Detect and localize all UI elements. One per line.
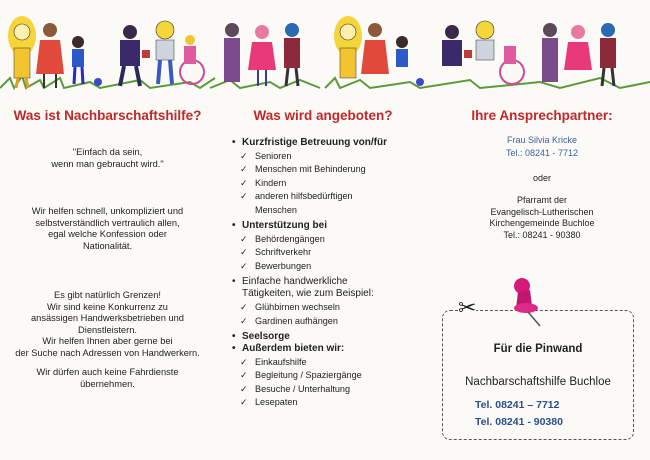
bullet-icon: • [232,137,236,148]
quote-line: "Einfach da sein, [72,147,143,157]
list-item-text: Begleitung / Spaziergänge [255,370,362,381]
column-nachbarschaftshilfe [0,108,215,390]
section-seelsorge [232,331,428,343]
list-item [240,356,428,369]
pinwand-cutout [442,310,634,440]
list-item-text: Behördengängen [255,234,325,245]
column-angebote [218,108,428,413]
list-unterstuetzung [240,233,428,273]
section-title: Einfache handwerkliche [242,276,348,288]
check-icon: ✓ [240,151,248,161]
section-unterstuetzung [232,220,428,232]
heading-ansprechpartner: Ihre Ansprechpartner: [471,108,613,123]
banner-illustration [0,8,650,94]
list-item [240,315,428,328]
contact-pfarramt [442,195,642,241]
list-item-text: Einkaufshilfe [255,357,307,368]
pushpin-icon [510,276,544,328]
list-item [240,150,428,163]
bullet-icon: • [232,343,236,355]
list-item-text: Menschen [255,204,297,215]
list-item-text: Menschen mit Behinderung [255,164,366,175]
contact-kricke [442,134,642,159]
pinwand-tel-2: Tel. 08241 - 90380 [475,416,563,428]
list-item-text: Bewerbungen [255,260,312,271]
heading-was-ist: Was ist Nachbarschaftshilfe? [13,108,202,123]
quote-line: wenn man gebraucht wird." [51,158,164,169]
list-item [240,383,428,396]
paragraph-no-rides [0,367,215,390]
section-ausserdem [232,343,428,355]
list-item [240,233,428,246]
check-icon: ✓ [240,234,248,245]
section-handwerk [232,276,428,288]
list-item [240,163,428,176]
check-icon: ✓ [240,302,248,313]
list-item-text: anderen hilfsbedürftigen [255,191,353,202]
check-icon: ✓ [240,315,248,326]
section-betreuung [232,137,428,149]
figure-group-middle [210,23,320,88]
figure-group-left [0,16,215,88]
list-item-text: Gardinen aufhängen [255,315,338,326]
list-handwerk [240,301,428,328]
text-line: der Suche nach Adressen von Handwerkern. [15,347,200,358]
text-line: selbstverständlich vertraulich allen, [35,217,180,228]
check-icon: ✓ [240,370,248,381]
list-item [240,301,428,314]
bullet-icon: • [232,276,236,288]
oder-text: oder [532,173,551,183]
paragraph-help [0,206,215,252]
section-title: Seelsorge [242,331,290,343]
list-item [240,204,428,217]
list-item [240,246,428,259]
text-line: egal welche Konfession oder [48,229,167,239]
contact-tel: Tel.: 08241 - 90380 [503,229,581,240]
bullet-icon: • [232,331,236,343]
list-item-text: Schriftverkehr [255,247,312,258]
list-item [240,260,428,273]
check-icon: ✓ [240,260,248,271]
section-title: Außerdem bieten wir: [242,343,345,355]
list-item [240,396,428,409]
text-line: übernehmen. [80,378,135,389]
pinwand-tel-1: Tel. 08241 – 7712 [475,399,560,411]
list-item [240,190,428,203]
check-icon: ✓ [240,247,248,258]
heading-angebote: Was wird angeboten? [253,108,393,123]
figure-group-right [325,16,650,88]
pinwand-name: Nachbarschaftshilfe Buchloe [465,376,611,388]
list-ausserdem [240,356,428,410]
text-line: Evangelisch-Lutherischen [490,206,594,217]
text-line: Kirchengemeinde Buchloe [489,218,595,228]
check-icon: ✓ [240,191,248,202]
list-item-text: Besuche / Unterhaltung [255,383,351,394]
quote [0,147,215,170]
check-icon: ✓ [240,357,248,368]
text-line: Wir helfen Ihnen aber gerne bei [42,336,173,346]
column-ansprechpartner [442,108,642,241]
bullet-icon: • [232,220,236,232]
paragraph-limits [0,290,215,359]
list-item-text: Lesepaten [255,397,298,408]
text-line: ansässigen Handwerksbetrieben und [31,313,184,323]
pinwand-title: Für die Pinwand [493,343,583,355]
text-line: Wir dürfen auch keine Fahrdienste [36,367,179,377]
list-item-text: Glühbirnen wechseln [255,302,340,313]
contact-name: Frau Silvia Kricke [506,135,578,145]
text-line: Dienstleistern. [78,324,137,335]
list-item [240,177,428,190]
section-handwerk-line2: Tätigkeiten, wie zum Beispiel: [242,288,374,300]
check-icon: ✓ [240,383,248,394]
list-item [240,369,428,382]
check-icon: ✓ [240,177,248,188]
list-betreuung [240,150,428,217]
text-line: Nationalität. [82,240,133,251]
list-item-text: Kindern [255,177,287,188]
text-line: Wir helfen schnell, unkompliziert und [31,206,184,216]
section-title: Unterstützung bei [242,220,327,232]
text-line: Wir sind keine Konkurrenz zu [47,301,168,312]
contact-tel: Tel.: 08241 - 7712 [505,147,579,158]
text-line: Es gibt natürlich Grenzen! [54,290,161,300]
check-icon: ✓ [240,397,248,408]
list-item-text: Senioren [255,151,292,161]
scissors-icon: ✂ [458,295,477,320]
text-line: Pfarramt der [516,195,567,205]
check-icon: ✓ [240,164,248,175]
section-title: Kurzfristige Betreuung von/für [242,137,388,148]
